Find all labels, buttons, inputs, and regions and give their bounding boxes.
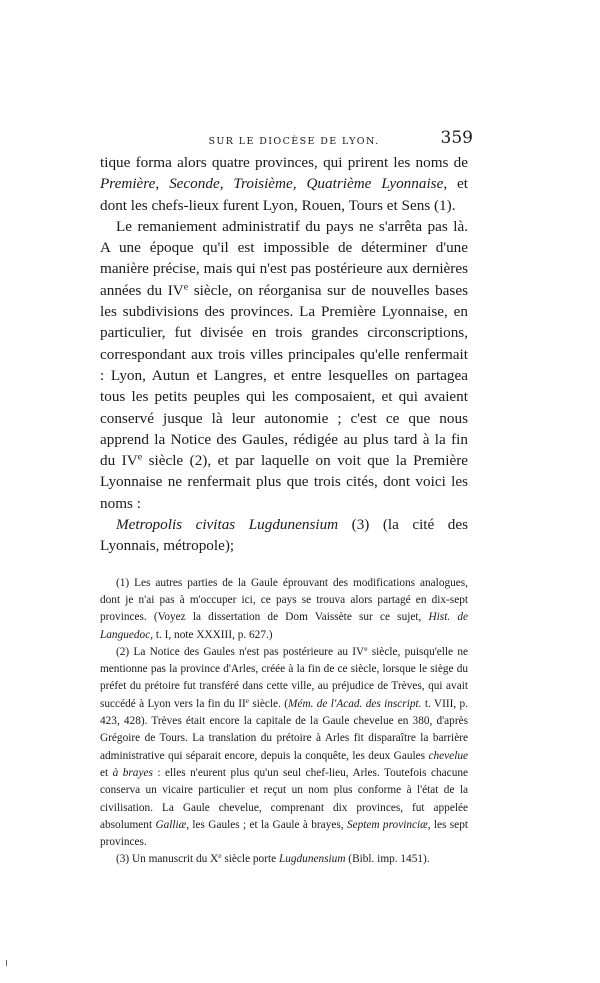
- paragraph2-sup-b: e: [137, 451, 143, 463]
- footnote2-text-a: (2) La Notice des Gaules n'est pas postérieure au IV: [116, 645, 365, 658]
- footnote-3: [100, 851, 468, 868]
- paragraph-continued: [100, 152, 468, 216]
- footnote2-text-e: et: [100, 766, 113, 779]
- footnote3-text-a: (3) Un manuscrit du X: [116, 853, 219, 866]
- footnote2-sup-a: e: [364, 643, 368, 653]
- footnote-2: [100, 644, 468, 852]
- paragraph-metropolis: [100, 514, 468, 557]
- running-title: SUR LE DIOCÈSE DE LYON.: [208, 136, 380, 147]
- footnote2-text-c: siècle. (: [249, 697, 289, 710]
- page-number: 359: [440, 128, 473, 148]
- footnote1-reference: Hist. de Languedoc: [100, 611, 468, 641]
- footnote2-reference: Mém. de l'Acad. des inscript.: [288, 697, 422, 710]
- footnotes: [100, 575, 468, 869]
- province-names: Première, Seconde, Troisième, Quatrième Lyonnaise: [100, 175, 444, 193]
- book-page: [100, 128, 473, 869]
- page-header: [100, 128, 473, 148]
- footnote3-text-c: (Bibl. imp. 1451).: [345, 853, 430, 866]
- paragraph2-sup-a: e: [183, 281, 189, 293]
- footnote2-italic-a: chevelue: [428, 749, 468, 762]
- footnote3-italic: Lugdunensium: [278, 853, 346, 866]
- footnote2-text-b: siècle, puisqu'elle ne mentionne pas la province d'Arles, créée à la fin de ce siècle, lorsque le siège du préfet du prétoire fut transféré dans cette ville, au préjudice de Trèves, qui avait succédé à Lyon vers la fin du II: [100, 645, 468, 710]
- footnote3-sup: e: [218, 851, 222, 861]
- main-text: [100, 152, 468, 557]
- footnote2-text-f: : elles n'eurent plus qu'un seul chef-lieu, Arles. Toutefois chacune conserva un vicaire particulier et reçut un nom plus conforme à l'état de la civilisation. La Gaule chevelue, comprenant dix provinces, fut appelée absolument: [100, 766, 469, 831]
- footnote2-text-h: , les sept provinces.: [100, 818, 468, 849]
- paragraph2-text-c: siècle (2), et par laquelle on voit que la Première Lyonnaise ne renfermait plus que trois cités, dont voici les noms :: [100, 452, 468, 512]
- paragraph2-text-a: Le remaniement administratif du pays ne s'arrêta pas là. A une époque qu'il est impossible de déterminer d'une manière précise, mais qui n'est pas postérieure aux dernières années du IV: [100, 217, 468, 299]
- footnote2-text-d: t. VIII, p. 423, 428). Trèves était encore la capitale de la Gaule chevelue en 380, d'après Grégoire de Tours. La translation du prétoire à Arles fit disparaître la barrière administrative qui séparait encore, depuis la conquête, les deux Gaules: [100, 697, 469, 762]
- footnote2-italic-d: Septem provinciæ: [346, 818, 428, 831]
- footnote2-text-g: , les Gaules ; et la Gaule à brayes,: [186, 818, 347, 831]
- footnote-1: [100, 575, 468, 644]
- footnote2-italic-b: à brayes: [112, 766, 153, 779]
- footnote2-italic-c: Galliæ: [155, 818, 187, 831]
- paragraph3-text: (3) (la cité des Lyonnais, métropole);: [100, 516, 468, 555]
- footnote2-sup-b: e: [245, 695, 250, 705]
- paragraph1-text-a: tique forma alors quatre provinces, qui prirent les noms de: [100, 154, 468, 171]
- footnote3-text-b: siècle porte: [221, 853, 279, 866]
- paragraph1-text-b: , et dont les chefs-lieux furent Lyon, Rouen, Tours et Sens (1).: [100, 175, 469, 214]
- footnote1-text-b: , t. I, note XXXIII, p. 627.): [150, 628, 273, 641]
- paragraph-remaniement: [100, 216, 468, 514]
- paragraph2-text-b: siècle, on réorganisa sur de nouvelles bases les subdivisions des provinces. La Première Lyonnaise, en particulier, fut divisée en trois grandes circonscriptions, correspondant aux trois villes principales qu'elle renfermait : Lyon, Autun et Langres, et entre lesquelles on partagea tous les petits peuples qui les composaient, et qui avaient conservé jusque là leur autonomie ; c'est ce que nous apprend la Notice des Gaules, rédigée au plus tard à la fin du IV: [100, 281, 468, 470]
- latin-city-name: Metropolis civitas Lugdunensium: [116, 516, 339, 534]
- margin-mark: [6, 960, 7, 966]
- footnote1-text-a: (1) Les autres parties de la Gaule éprouvant des modifications analogues, dont je n'ai pas à m'occuper ici, ce pays se trouva alors partagé en dix-sept provinces. (Voyez la dissertation de Dom Vaissète sur ce sujet,: [100, 576, 468, 624]
